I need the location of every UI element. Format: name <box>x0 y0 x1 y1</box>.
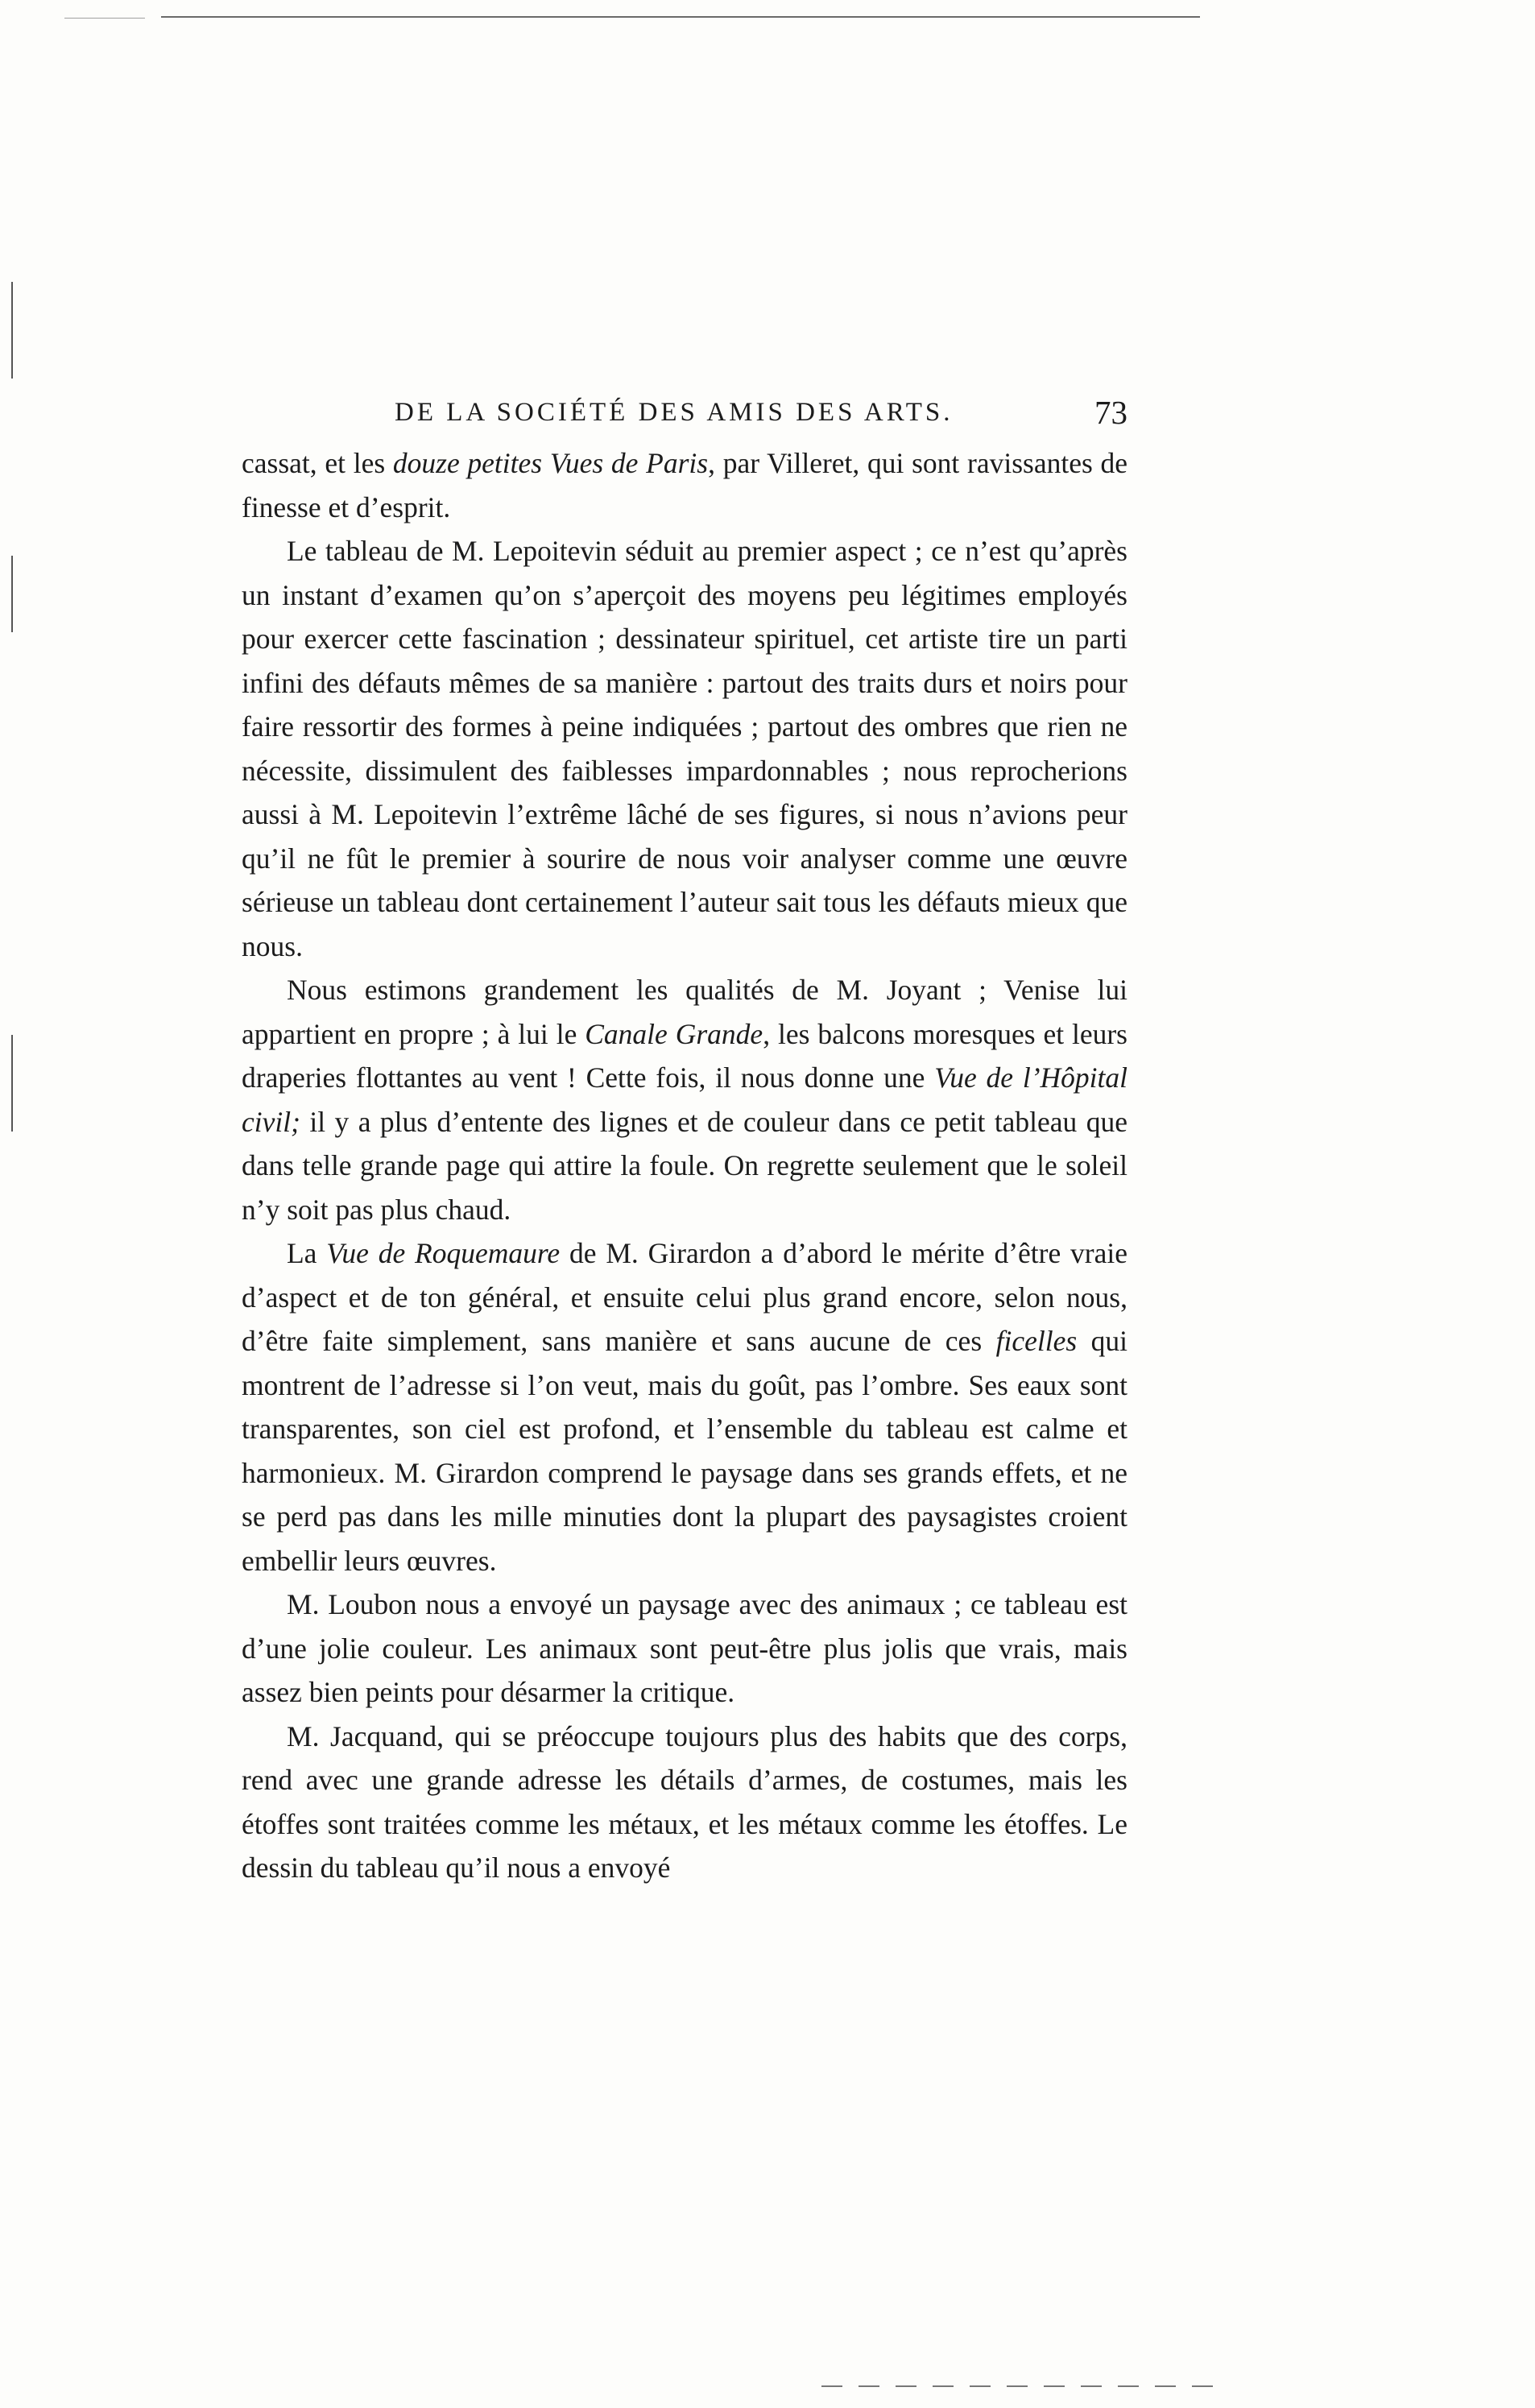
paragraph <box>242 441 1127 529</box>
left-margin-mark <box>11 282 13 379</box>
top-scan-dash <box>64 18 145 19</box>
paragraph <box>242 1231 1127 1583</box>
running-head-title: DE LA SOCIÉTÉ DES AMIS DES ARTS. <box>395 398 954 427</box>
text-run: Le tableau de M. Lepoitevin séduit au premier aspect ; ce n’est qu’après un instant d’examen qu’on s’aperçoit des moyens peu légitimes employés pour exercer cette fascination ; dessinateur spirituel, cet artiste tire un parti infini des défauts mêmes de sa manière : partout des traits durs et noirs pour faire ressortir des formes à peine indiquées ; partout des ombres que rien ne nécessite, dissimulent des faiblesses impardonnables ; nous reprocherions aussi à M. Lepoitevin l’extrême lâché de ses figures, si nous n’avions peur qu’il ne fût le premier à sourire de nous voir analyser comme une œuvre sérieuse un tableau dont certainement l’auteur sait tous les défauts mieux que nous. <box>242 535 1127 962</box>
paragraph <box>242 1715 1127 1890</box>
paragraph <box>242 968 1127 1231</box>
book-page <box>242 393 1127 1890</box>
text-run: , par Villeret, qui sont ravissantes de finesse et d’esprit. <box>242 447 1127 523</box>
text-run: M. Jacquand, qui se préoccupe toujours plus des habits que des corps, rend avec une grande adresse les détails d’armes, de costumes, mais les étoffes sont traitées comme les métaux, et les métaux comme les étoffes. Le dessin du tableau qu’il nous a envoyé <box>242 1719 1127 1884</box>
text-run: La <box>287 1237 327 1269</box>
italic-title: ficelles <box>995 1325 1078 1357</box>
page-number: 73 <box>1094 394 1127 431</box>
top-scan-rule <box>161 16 1200 18</box>
running-head <box>242 393 1127 441</box>
paragraph <box>242 1583 1127 1715</box>
bottom-scan-dashes <box>821 2385 1224 2387</box>
body-text <box>242 441 1127 1890</box>
text-run: , les balcons moresques et leurs draperies flottantes au vent ! Cette fois, il nous donne une <box>242 1017 1127 1094</box>
left-margin-mark <box>11 1035 13 1132</box>
text-run: qui montrent de l’adresse si l’on veut, mais du goût, pas l’ombre. Ses eaux sont transparentes, son ciel est profond, et l’ensemble du tableau est calme et harmonieux. M. Girardon comprend le paysage dans ses grands effets, et ne se perd pas dans les mille minuties dont la plupart des paysagistes croient embellir leurs œuvres. <box>242 1325 1127 1577</box>
text-run: cassat, et les <box>242 447 393 479</box>
text-run: Nous estimons grandement les qualités de M. Joyant ; Venise lui appartient en propre ; à lui le <box>242 974 1127 1050</box>
text-run: M. Loubon nous a envoyé un paysage avec des animaux ; ce tableau est d’une jolie couleur. Les animaux sont peut-être plus jolis que vrais, mais assez bien peints pour désarmer la critique. <box>242 1588 1127 1708</box>
italic-title: douze petites Vues de Paris <box>392 447 709 479</box>
text-run: il y a plus d’entente des lignes et de couleur dans ce petit tableau que dans telle grande page qui attire la foule. On regrette seulement que le soleil n’y soit pas plus chaud. <box>242 1105 1127 1226</box>
italic-title: Vue de l’Hôpital civil; <box>242 1061 1127 1138</box>
text-run: de M. Girardon a d’abord le mérite d’être vraie d’aspect et de ton général, et ensuite celui plus grand encore, selon nous, d’être faite simplement, sans manière et sans aucune de ces <box>242 1237 1127 1357</box>
paragraph <box>242 529 1127 968</box>
left-margin-mark <box>11 556 13 632</box>
italic-title: Vue de Roquemaure <box>326 1237 561 1269</box>
italic-title: Canale Grande <box>585 1017 763 1050</box>
